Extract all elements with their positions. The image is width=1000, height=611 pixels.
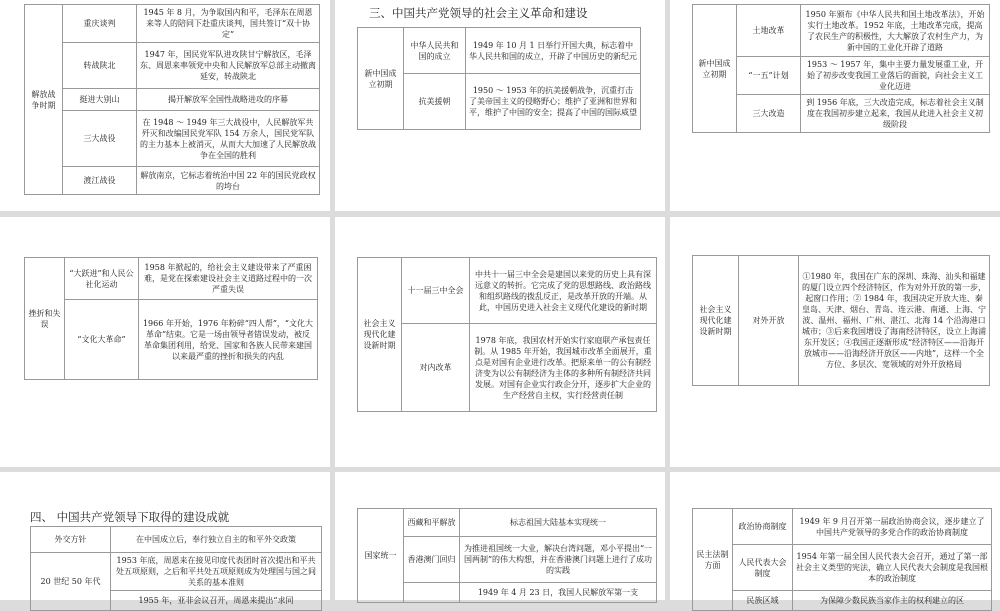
event-name: 民族区域 [733, 591, 793, 611]
group-cell: 挫折和失误 [25, 258, 65, 380]
diplomacy-table [30, 526, 322, 611]
slide-liberation-war [0, 0, 330, 211]
group-cell: 新中国成立初期 [358, 28, 404, 130]
event-name: “大跃进”和人民公社化运动 [65, 258, 139, 300]
group-cell: 解放战争时期 [25, 5, 63, 195]
event-name: 渡江战役 [63, 167, 137, 195]
event-desc: 1949 年 9 月召开第一届政治协商会议，逐步建立了中国共产党领导的多党合作的政治协商制度 [793, 509, 992, 545]
event-desc: 揭开解放军全国性战略进攻的序幕 [137, 89, 320, 111]
setbacks-table [24, 257, 318, 380]
event-desc: 1954 年第一届全国人民代表大会召开，通过了第一部社会主义类型的宪法，确立人民代表大会制度是我国根本的政治制度 [793, 545, 992, 591]
group-cell: 20 世纪 50 年代 [31, 553, 111, 611]
event-name: 土地改革 [737, 5, 801, 57]
row-desc: 1953 年底，周恩来在接见印度代表团时首次提出和平共处五项原则，之后和平共处五项原则成为处理国与国之间关系的基本准则 [111, 553, 322, 591]
slide-setbacks [0, 217, 330, 467]
group-cell: 新中国成立初期 [693, 5, 737, 133]
event-name: “一五”计划 [737, 57, 801, 95]
construction-table [692, 4, 990, 133]
event-desc: 为保障少数民族当家作主的权利建立的区 [793, 591, 992, 611]
slide-early-prc-construction [670, 0, 1000, 211]
event-name: 对外开放 [739, 256, 799, 386]
event-name: 对内改革 [402, 324, 470, 412]
reform-table [357, 257, 657, 412]
event-desc: 为推进祖国统一大业，解决台湾问题，邓小平提出“一国两制”的伟大构想，并在香港澳门问题上进行了成功的实践 [460, 537, 657, 583]
section-title: 四、 中国共产党领导下取得的建设成就 [30, 510, 230, 524]
unification-table [357, 508, 657, 603]
event-desc: 1949 年 4 月 23 日，我国人民解放军第一支 [460, 583, 657, 603]
event-desc: 1953 ～ 1957 年，集中主要力量发展重工业，开始了初步改变我国工业落后的面貌，向社会主义工业化迈进 [801, 57, 990, 95]
event-name: 香港澳门回归 [404, 537, 460, 583]
event-name: 转战陕北 [63, 43, 137, 89]
opening-up-table [692, 255, 990, 386]
group-cell: 社会主义现代化建设新时期 [693, 256, 739, 386]
slide-achievements [0, 472, 330, 605]
row-desc: 在中国成立后，奉行独立自主的和平外交政策 [111, 527, 322, 553]
event-name: 挺进大别山 [63, 89, 137, 111]
slide-opening-up [670, 217, 1000, 467]
event-desc: 1950 ～ 1953 年的抗美援朝战争，沉重打击了美帝国主义的侵略野心；维护了亚洲和世界和平，维护了中国的安全；提高了中国的国际威望 [466, 74, 641, 130]
event-name: 十一届三中全会 [402, 258, 470, 324]
event-desc: ①1980 年，我国在广东的深圳、珠海、汕头和福建的厦门设立四个经济特区，作为对外开放的第一步，起窗口作用；② 1984 年，我国决定开放大连、秦皇岛、天津、烟台、青岛、连云港、南通、上海、宁波、温州、福州、广州、湛江、北海 14 个沿海港口城市；③后来我国增设了海南经济特区，设立上海浦东开发区；④我国正逐渐形成“经济特区——沿海开放城市——沿海经济开放区——内地”，这样一个全方位、多层次、宽领域的对外开放格局 [799, 256, 990, 386]
event-desc: 1958 年掀起的，给社会主义建设带来了严重困难，是党在探索建设社会主义道路过程中的一次严重失误 [139, 258, 318, 300]
event-desc: 解放南京，它标志着统治中国 22 年的国民党政权的垮台 [137, 167, 320, 195]
event-desc: 在 1948 ～ 1949 年三大战役中，人民解放军共歼灭和改编国民党军队 154 万余人，国民党军队的主力基本上被消灭，从而大大加速了人民解放战争在全国的胜利 [137, 111, 320, 167]
section-title: 三、中国共产党领导的社会主义革命和建设 [369, 6, 588, 20]
event-desc: 中共十一届三中全会是建国以来党的历史上具有深远意义的转折。它完成了党的思想路线、政治路线和组织路线的拨乱反正，是改革开放的开端。从此，中国历史进入社会主义现代化建设的新时期 [470, 258, 657, 324]
row-desc: 1955 年，亚非会议召开，周恩来提出“求同 [111, 591, 322, 611]
slide-national-unification [335, 472, 665, 600]
event-name: 人民代表大会制度 [733, 545, 793, 591]
event-name: 抗美援朝 [404, 74, 466, 130]
event-name [404, 583, 460, 603]
slide-democracy-rule-of-law [670, 472, 1000, 605]
event-desc: 标志祖国大陆基本实现统一 [460, 509, 657, 537]
early-prc-table [357, 27, 641, 130]
group-cell: 国家统一 [358, 509, 404, 603]
event-desc: 1978 年底，我国农村开始实行家庭联产承包责任制。从 1985 年开始，我国城市改革全面展开，重点是对国有企业进行改革。把原来单一的公有制经济变为以公有制经济为主体的多种所有制经济共同发展。对国有企业实行政企分开，逐步扩大企业的生产经营自主权，实行经营责任制 [470, 324, 657, 412]
row-name: 外交方针 [31, 527, 111, 553]
event-desc: 1949 年 10 月 1 日举行开国大典，标志着中华人民共和国的成立，开辟了中国历史的新纪元 [466, 28, 641, 74]
group-cell: 民主法制方面 [693, 509, 733, 611]
event-name: 三大改造 [737, 95, 801, 133]
event-desc: 1947 年，国民党军队进攻陕甘宁解放区，毛泽东、周恩来率领党中央和人民解放军总部主动撤离延安，转战陕北 [137, 43, 320, 89]
slide-reform-era [335, 217, 665, 467]
group-cell: 社会主义现代化建设新时期 [358, 258, 402, 412]
event-desc: 1945 年 8 月，为争取国内和平，毛泽东在周恩来等人的陪同下赴重庆谈判，国共签订“双十协定” [137, 5, 320, 43]
event-name: 政治协商制度 [733, 509, 793, 545]
event-name: 三大战役 [63, 111, 137, 167]
democracy-table [692, 508, 992, 611]
event-name: 西藏和平解放 [404, 509, 460, 537]
event-desc: 到 1956 年底，三大改造完成，标志着社会主义制度在我国初步建立起来，我国从此进入社会主义初级阶段 [801, 95, 990, 133]
event-desc: 1950 年颁布《中华人民共和国土地改革法》，开始实行土地改革。1952 年底，土地改革完成，提高了农民生产的积极性，大大解放了农村生产力，为新中国的工业化开辟了道路 [801, 5, 990, 57]
event-name: “文化大革命” [65, 300, 139, 380]
liberation-war-table [24, 4, 320, 195]
event-name: 重庆谈判 [63, 5, 137, 43]
event-desc: 1966 年开始，1976 年粉碎“四人帮”，“文化大革命”结束。它是一场由领导者错误发动，被反革命集团利用，给党、国家和各族人民带来建国以来最严重的挫折和损失的内乱 [139, 300, 318, 380]
event-name: 中华人民共和国的成立 [404, 28, 466, 74]
slide-socialist-revolution [335, 0, 665, 211]
